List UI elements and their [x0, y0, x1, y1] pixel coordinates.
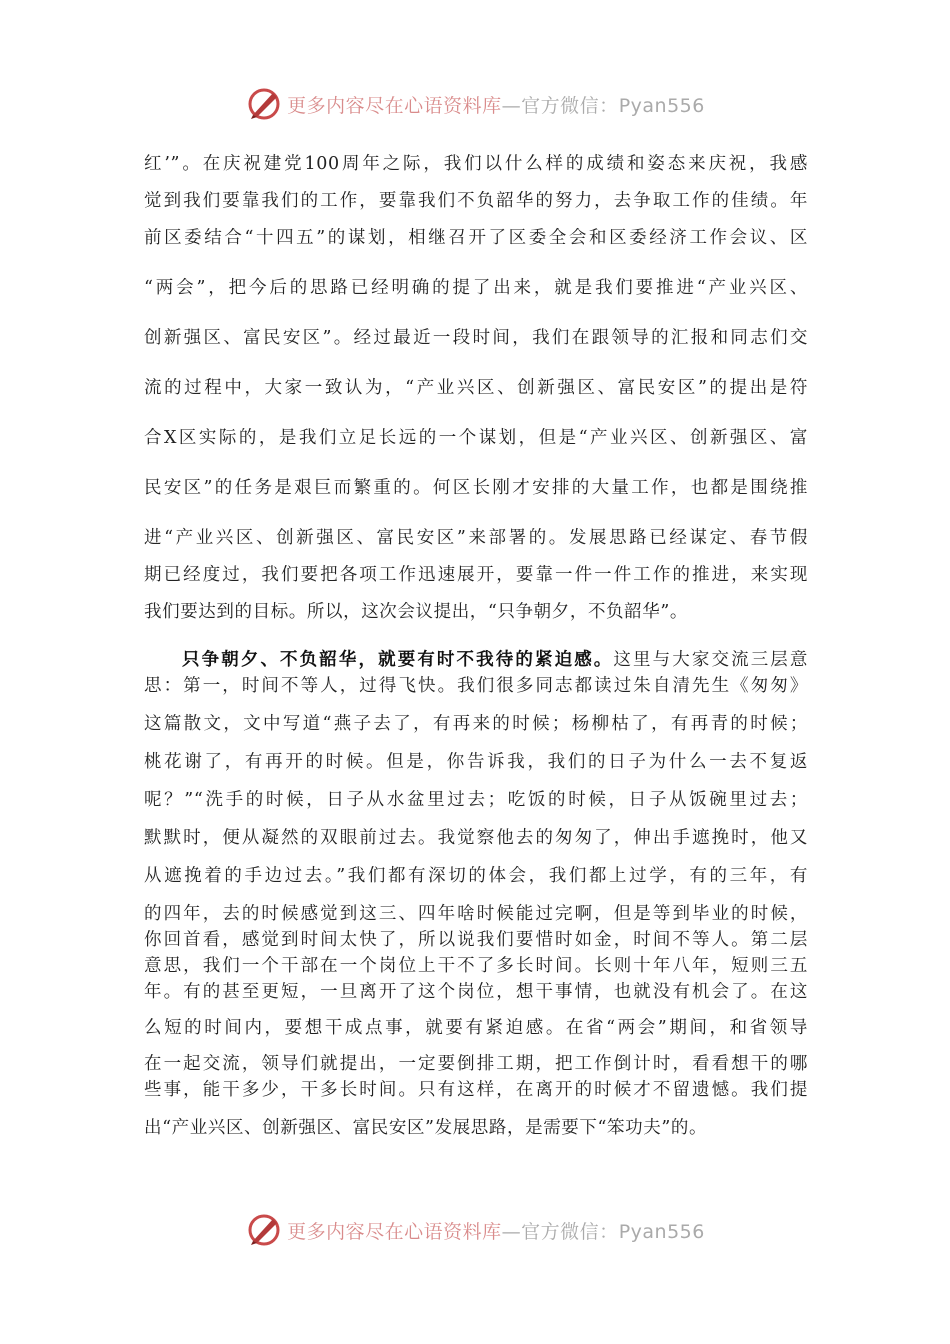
p1-line: 进“产业兴区、创新强区、富民安区”来部署的。发展思路已经谋定、春节假 [144, 528, 808, 548]
p2-line: 这篇散文，文中写道“燕子去了，有再来的时候；杨柳枯了，有再青的时候； [144, 714, 808, 734]
p1-line: 前区委结合“十四五”的谋划，相继召开了区委全会和区委经济工作会议、区 [144, 228, 808, 248]
p2-line: 呢？”“洗手的时候，日子从水盆里过去；吃饭的时候，日子从饭碗里过去； [144, 790, 808, 810]
header-account-id: Pyan556 [618, 94, 705, 117]
p1-line: 创新强区、富民安区”。经过最近一段时间，我们在跟领导的汇报和同志们交 [144, 328, 808, 348]
p2-line: 默默时，便从凝然的双眼前过去。我觉察他去的匆匆了，伸出手遮挽时，他又 [144, 828, 808, 848]
pen-logo-icon [245, 1211, 283, 1249]
p2-line: 年。有的甚至更短，一旦离开了这个岗位，想干事情，也就没有机会了。在这 [144, 982, 808, 1002]
header-banner [0, 84, 950, 124]
p2-line: 从遮挽着的手边过去。”我们都有深切的体会，我们都上过学，有的三年，有 [144, 866, 808, 886]
p1-line: 觉到我们要靠我们的工作，要靠我们不负韶华的努力，去争取工作的佳绩。年 [144, 191, 808, 211]
p1-line: 民安区”的任务是艰巨而繁重的。何区长刚才安排的大量工作，也都是围绕推 [144, 478, 808, 498]
p2-line: 的四年，去的时候感觉到这三、四年啥时候能过完啊，但是等到毕业的时候， [144, 904, 808, 924]
pen-logo-icon [245, 85, 283, 123]
footer-brand: 更多内容尽在心语资料库 [287, 1220, 502, 1243]
header-dash: — [501, 94, 522, 117]
p1-line: 合X区实际的，是我们立足长远的一个谋划，但是“产业兴区、创新强区、富 [144, 428, 808, 448]
footer-text [287, 1217, 705, 1244]
p1-line: 红’”。在庆祝建党100周年之际，我们以什么样的成绩和姿态来庆祝，我感 [144, 154, 808, 174]
footer-account-label: 官方微信： [521, 1220, 619, 1243]
p2-line: 你回首看，感觉到时间太快了，所以说我们要惜时如金，时间不等人。第二层 [144, 930, 808, 950]
footer-banner [0, 1210, 950, 1250]
p2-first-rest: 这里与大家交流三层意 [613, 650, 809, 670]
header-brand: 更多内容尽在心语资料库 [287, 94, 502, 117]
p2-line: 在一起交流，领导们就提出，一定要倒排工期，把工作倒计时，看看想干的哪 [144, 1054, 808, 1074]
p2-line: 桃花谢了，有再开的时候。但是，你告诉我，我们的日子为什么一去不复返 [144, 752, 808, 772]
header-account-label: 官方微信： [521, 94, 619, 117]
p2-line: 些事，能干多少，干多长时间。只有这样，在离开的时候才不留遗憾。我们提 [144, 1080, 808, 1100]
p1-line: 我们要达到的目标。所以，这次会议提出，“只争朝夕，不负韶华”。 [144, 602, 688, 622]
p2-line: 思：第一，时间不等人，过得飞快。我们很多同志都读过朱自清先生《匆匆》 [144, 676, 808, 696]
p2-first-line [182, 646, 808, 671]
p2-line: 意思，我们一个干部在一个岗位上干不了多长时间。长则十年八年，短则三五 [144, 956, 808, 976]
p1-line: 流的过程中，大家一致认为，“产业兴区、创新强区、富民安区”的提出是符 [144, 378, 808, 398]
header-text [287, 91, 705, 118]
footer-dash: — [501, 1220, 522, 1243]
p2-line: 出“产业兴区、创新强区、富民安区”发展思路，是需要下“笨功夫”的。 [144, 1118, 708, 1138]
p2-lead-sentence: 只争朝夕、不负韶华，就要有时不我待的紧迫感。 [182, 650, 614, 670]
footer-account-id: Pyan556 [618, 1220, 705, 1243]
p2-line: 么短的时间内，要想干成点事，就要有紧迫感。在省“两会”期间，和省领导 [144, 1018, 808, 1038]
p1-line: 期已经度过，我们要把各项工作迅速展开，要靠一件一件工作的推进，来实现 [144, 565, 808, 585]
p1-line: “两会”，把今后的思路已经明确的提了出来，就是我们要推进“产业兴区、 [144, 278, 808, 298]
